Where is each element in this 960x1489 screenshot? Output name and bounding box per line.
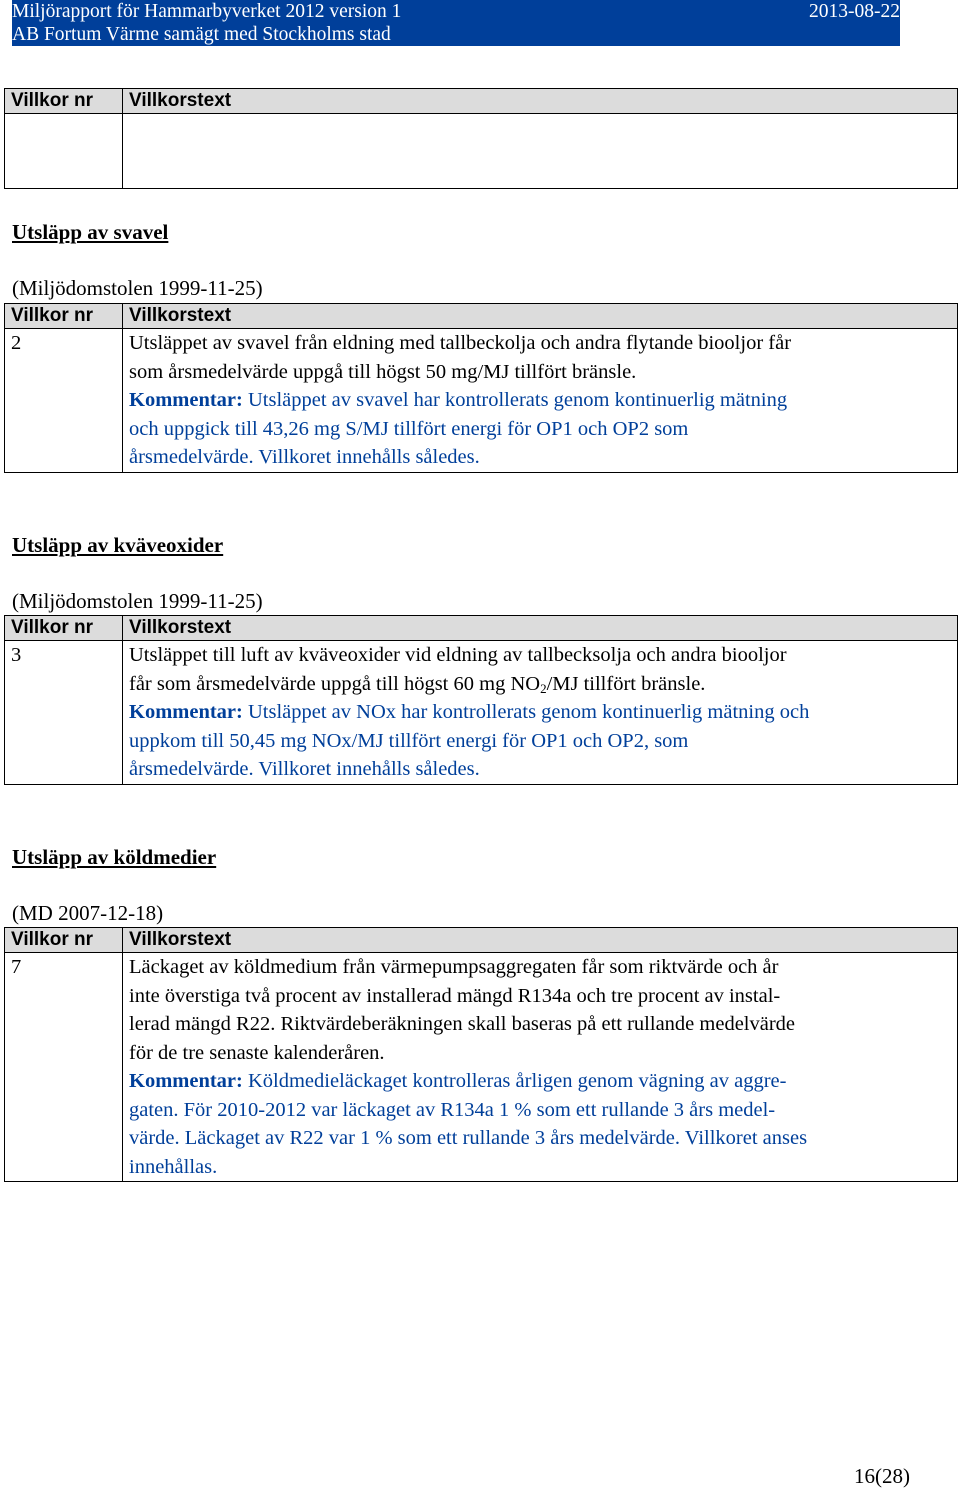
section-heading-koldmedier: Utsläpp av köldmedier (12, 845, 217, 869)
section-heading-svavel: Utsläpp av svavel (12, 220, 169, 244)
page-number: 16(28) (854, 1464, 910, 1488)
section-heading-kvaveoxider: Utsläpp av kväveoxider (12, 533, 224, 557)
comment-line: värde. Läckaget av R22 var 1 % som ett rullande 3 års medelvärde. Villkoret anses (129, 1127, 808, 1149)
comment-line: innehållas. (129, 1155, 218, 1178)
condition-line: som årsmedelvärde uppgå till högst 50 mg/MJ tillfört bränsle. (129, 360, 637, 383)
document-date: 2013-08-22 (809, 1, 900, 22)
column-header-nr: Villkor nr (5, 304, 123, 329)
section-source-koldmedier: (MD 2007-12-18) (12, 901, 164, 925)
section-source-kvaveoxider: (Miljödomstolen 1999-11-25) (12, 589, 263, 613)
condition-line: Utsläppet till luft av kväveoxider vid eldning av tallbecksolja och andra biooljor (129, 644, 787, 666)
comment-line: årsmedelvärde. Villkoret innehålls således. (129, 446, 480, 468)
document-title: Miljörapport för Hammarbyverket 2012 version 1 (12, 1, 402, 22)
comment-line: gaten. För 2010-2012 var läckaget av R134a 1 % som ett rullande 3 års medel- (129, 1098, 776, 1121)
column-header-nr: Villkor nr (5, 616, 123, 641)
condition-text-part: får som årsmedelvärde uppgå till högst 60 mg NO (129, 672, 541, 695)
comment-text: Utsläppet av svavel har kontrollerats genom kontinuerlig mätning (242, 389, 788, 411)
comment-text: Köldmedieläckaget kontrolleras årligen genom vägning av aggre- (242, 1070, 787, 1092)
comment-line (129, 698, 951, 727)
column-header-nr: Villkor nr (5, 89, 123, 114)
comment-text: Utsläppet av NOx har kontrollerats genom kontinuerlig mätning och (242, 701, 810, 723)
column-header-text: Villkorstext (123, 304, 958, 329)
comment-line: uppkom till 50,45 mg NOx/MJ tillfört energi för OP1 och OP2, som (129, 729, 689, 752)
conditions-table-svavel (4, 303, 958, 473)
comment-label: Kommentar: (129, 701, 243, 723)
condition-line: för de tre senaste kalenderåren. (129, 1041, 385, 1064)
page-header (12, 0, 900, 46)
condition-line: lerad mängd R22. Riktvärdeberäkningen skall baseras på ett rullande medelvärde (129, 1013, 796, 1035)
condition-text (123, 641, 958, 785)
conditions-table-koldmedier (4, 927, 958, 1182)
condition-number: 3 (5, 641, 123, 785)
condition-number: 2 (5, 329, 123, 473)
condition-number: 7 (5, 953, 123, 1182)
comment-label: Kommentar: (129, 389, 243, 411)
conditions-table-kvaveoxider (4, 615, 958, 785)
subscript: 2 (540, 680, 547, 696)
comment-line (129, 386, 951, 415)
condition-line: inte överstiga två procent av installerad mängd R134a och tre procent av instal- (129, 984, 781, 1007)
column-header-text: Villkorstext (123, 616, 958, 641)
condition-line: Läckaget av köldmedium från värmepumpsaggregaten får som riktvärde och år (129, 956, 779, 978)
conditions-table-empty (4, 88, 958, 189)
column-header-text: Villkorstext (123, 89, 958, 114)
condition-text (123, 953, 958, 1182)
comment-line: och uppgick till 43,26 mg S/MJ tillfört energi för OP1 och OP2 som (129, 417, 689, 440)
column-header-nr: Villkor nr (5, 928, 123, 953)
condition-line (129, 670, 951, 699)
condition-text-part: /MJ tillfört bränsle. (546, 672, 706, 695)
condition-text (123, 329, 958, 473)
comment-label: Kommentar: (129, 1070, 243, 1092)
section-source-svavel: (Miljödomstolen 1999-11-25) (12, 276, 263, 300)
company-name: AB Fortum Värme samägt med Stockholms stad (12, 24, 391, 45)
column-header-text: Villkorstext (123, 928, 958, 953)
empty-cell (123, 114, 958, 189)
condition-line: Utsläppet av svavel från eldning med tallbeckolja och andra flytande biooljor får (129, 332, 792, 354)
empty-cell (5, 114, 123, 189)
comment-line: årsmedelvärde. Villkoret innehålls således. (129, 758, 480, 780)
comment-line (129, 1067, 951, 1096)
